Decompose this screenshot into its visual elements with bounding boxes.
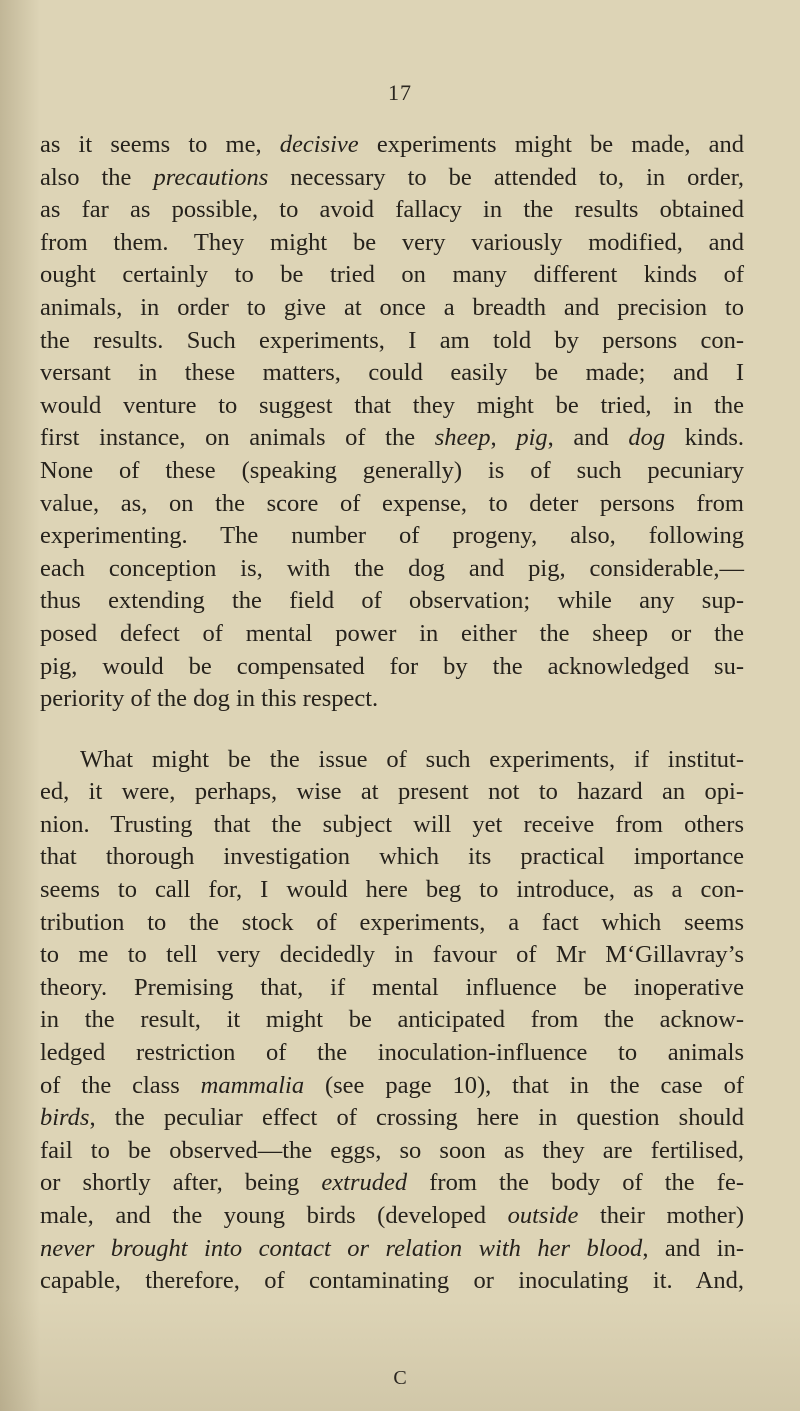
- text-run: as it seems to me,: [40, 131, 280, 158]
- paragraph-gap: [40, 716, 744, 744]
- text-run: their mother): [578, 1202, 744, 1229]
- text-line: [40, 744, 744, 777]
- text-line: [40, 227, 744, 260]
- body-text: [40, 129, 744, 1298]
- text-line: [40, 907, 744, 940]
- italic-text: birds: [40, 1104, 90, 1132]
- text-run: kinds.: [665, 424, 745, 452]
- text-line: [40, 1004, 744, 1037]
- text-line: [40, 1265, 744, 1298]
- italic-text: never brought into contact or relation with her blood: [40, 1234, 643, 1262]
- text-run: from them. They might be very variously modified, and: [40, 228, 744, 256]
- text-line: [40, 292, 744, 325]
- text-line: [40, 618, 744, 651]
- text-line: [40, 455, 744, 488]
- text-line: [40, 1135, 744, 1168]
- text-line: [40, 683, 744, 716]
- text-line: [40, 129, 744, 162]
- text-run: to me to tell very decidedly in favour of Mr M‘Gillavray’s: [40, 941, 744, 969]
- italic-text: mammalia: [200, 1071, 305, 1099]
- text-run: periority of the dog in this respect.: [40, 685, 379, 713]
- text-line: [40, 651, 744, 684]
- italic-text: extruded: [321, 1169, 408, 1197]
- page-number: 17: [388, 80, 412, 105]
- text-run: animals, in order to give at once a breadth and precision to: [40, 293, 744, 321]
- text-run: , and: [547, 424, 629, 452]
- text-line: [40, 585, 744, 618]
- text-line: [40, 776, 744, 809]
- text-run: nion. Trusting that the subject will yet receive from others: [40, 810, 744, 838]
- text-run: thus extending the field of observation; while any sup-: [40, 587, 744, 615]
- text-run: also the: [40, 163, 154, 191]
- text-line: [40, 939, 744, 972]
- text-line: [40, 162, 744, 195]
- text-line: [40, 553, 744, 586]
- italic-text: sheep: [434, 424, 491, 452]
- text-run: ought certainly to be tried on many different kinds of: [40, 261, 744, 289]
- text-line: [40, 809, 744, 842]
- text-run: of the class: [40, 1071, 201, 1099]
- text-run: , and in-: [642, 1234, 744, 1262]
- text-line: [40, 1200, 744, 1233]
- text-line: [40, 874, 744, 907]
- text-run: posed defect of mental power in either the sheep or the: [40, 619, 744, 647]
- text-run: male, and the young birds (developed: [40, 1202, 508, 1229]
- paragraph: [40, 129, 744, 716]
- italic-text: precautions: [153, 163, 269, 191]
- text-run: seems to call for, I would here beg to introduce, as a con-: [40, 876, 744, 904]
- text-run: first instance, on animals of the: [40, 424, 435, 452]
- text-run: pig, would be compensated for by the acknowledged su-: [40, 652, 744, 680]
- text-line: [40, 972, 744, 1005]
- text-run: would venture to suggest that they might be tried, in the: [40, 391, 744, 419]
- paragraph: [40, 744, 744, 1298]
- text-line: [40, 520, 744, 553]
- italic-text: pig: [516, 424, 548, 452]
- text-run: capable, therefore, of contaminating or inoculating it. And,: [40, 1267, 744, 1295]
- text-line: [40, 194, 744, 227]
- text-line: [40, 422, 744, 455]
- text-run: experimenting. The number of progeny, also, following: [40, 522, 744, 550]
- text-run: experiments might be made, and: [358, 131, 745, 158]
- text-run: , the peculiar effect of crossing here in question should: [89, 1104, 744, 1132]
- text-run: None of these (speaking generally) is of such pecuniary: [40, 456, 744, 484]
- text-line: [40, 1167, 744, 1200]
- text-line: [40, 1102, 744, 1135]
- text-run: that thorough investigation which its practical importance: [40, 843, 744, 871]
- text-line: [40, 390, 744, 423]
- text-run: fail to be observed—the eggs, so soon as they are fertilised,: [40, 1136, 744, 1164]
- italic-text: outside: [507, 1202, 579, 1229]
- text-run: tribution to the stock of experiments, a fact which seems: [40, 908, 744, 936]
- text-run: theory. Premising that, if mental influence be inoperative: [40, 973, 744, 1001]
- text-run: the results. Such experiments, I am told by persons con-: [40, 326, 744, 354]
- text-line: [40, 841, 744, 874]
- text-run: versant in these matters, could easily be made; and I: [40, 359, 744, 387]
- text-run: value, as, on the score of expense, to deter persons from: [40, 489, 744, 517]
- text-run: ed, it were, perhaps, wise at present not to hazard an opi-: [40, 778, 744, 806]
- text-line: [40, 488, 744, 521]
- text-run: ledged restriction of the inoculation-influence to animals: [40, 1039, 744, 1067]
- signature-mark: C: [393, 1367, 407, 1389]
- text-run: in the result, it might be anticipated from the acknow-: [40, 1006, 744, 1034]
- text-run: (see page 10), that in the case of: [304, 1071, 744, 1099]
- text-run: as far as possible, to avoid fallacy in the results obtained: [40, 196, 744, 224]
- text-line: [40, 357, 744, 390]
- text-line: [40, 1233, 744, 1266]
- italic-text: decisive: [279, 131, 359, 158]
- text-line: [40, 1070, 744, 1103]
- text-run: each conception is, with the dog and pig, considerable,—: [40, 554, 744, 582]
- text-line: [40, 259, 744, 292]
- text-run: or shortly after, being: [40, 1169, 322, 1197]
- text-line: [40, 325, 744, 358]
- italic-text: dog: [628, 424, 666, 452]
- text-run: from the body of the fe-: [407, 1169, 744, 1197]
- text-run: What might be the issue of such experiments, if institut-: [80, 745, 744, 773]
- text-run: necessary to be attended to, in order,: [268, 163, 744, 191]
- text-run: ,: [490, 424, 517, 452]
- text-line: [40, 1037, 744, 1070]
